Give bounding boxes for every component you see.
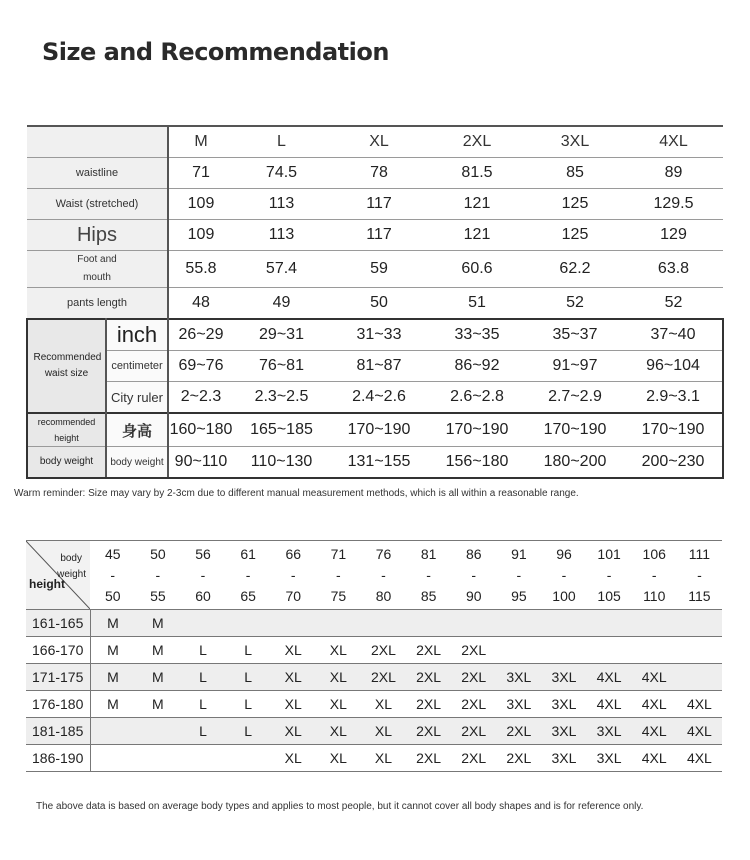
range-value: 2.4~2.6 xyxy=(330,382,428,414)
height-row xyxy=(26,664,722,691)
size-value: 121 xyxy=(428,220,526,251)
size-cell: 4XL xyxy=(587,664,632,691)
size-cell xyxy=(226,745,271,772)
weight-range xyxy=(496,544,541,607)
size-cell xyxy=(90,718,135,745)
weight-range xyxy=(406,544,451,607)
range-value: 37~40 xyxy=(624,319,723,351)
size-value: 50 xyxy=(330,288,428,320)
size-cell: 2XL xyxy=(451,718,496,745)
size-cell: XL xyxy=(316,664,361,691)
warm-reminder-note: Warm reminder: Size may vary by 2-3cm due to different manual measurement methods, which is all within a reasonable range. xyxy=(14,488,579,499)
size-cell: 2XL xyxy=(496,745,541,772)
weight-range-from: 56 xyxy=(195,545,211,562)
height-range-label: 166-170 xyxy=(26,637,90,664)
size-cell: M xyxy=(135,610,180,637)
size-value: 117 xyxy=(330,220,428,251)
size-cell: M xyxy=(135,664,180,691)
header-corner-cell xyxy=(27,126,168,158)
weight-range-to: 85 xyxy=(420,587,437,604)
weight-range-header xyxy=(316,541,361,610)
size-cell xyxy=(180,745,225,772)
size-row-hips xyxy=(27,220,723,251)
recommended-waist-text: Recommended waist size xyxy=(33,352,102,379)
size-cell: M xyxy=(90,637,135,664)
size-header: M xyxy=(168,126,233,158)
size-cell: 2XL xyxy=(451,745,496,772)
size-cell: 2XL xyxy=(451,637,496,664)
disclaimer-note: The above data is based on average body types and applies to most people, but it cannot cover all body shapes and is for reference only. xyxy=(36,801,644,812)
size-cell: XL xyxy=(361,745,406,772)
range-value: 170~190 xyxy=(526,413,624,447)
size-cell: 2XL xyxy=(451,691,496,718)
size-cell xyxy=(316,610,361,637)
rec-row-body-weight xyxy=(27,447,723,479)
range-value: 170~190 xyxy=(330,413,428,447)
corner-weight-label: weight xyxy=(57,569,86,580)
weight-range-to: 75 xyxy=(330,587,347,604)
range-value: 69~76 xyxy=(168,351,233,382)
weight-range-header xyxy=(632,541,677,610)
height-row xyxy=(26,718,722,745)
size-value: 55.8 xyxy=(168,251,233,288)
size-cell: 4XL xyxy=(632,745,677,772)
unit-label: City ruler xyxy=(106,382,168,414)
size-value: 63.8 xyxy=(624,251,723,288)
size-value: 49 xyxy=(233,288,330,320)
weight-range-sep: - xyxy=(290,566,296,583)
weight-range-to: 60 xyxy=(195,587,211,604)
range-value: 2.3~2.5 xyxy=(233,382,330,414)
row-label xyxy=(27,251,168,288)
range-value: 76~81 xyxy=(233,351,330,382)
weight-range-to: 110 xyxy=(643,587,666,604)
weight-header-row xyxy=(26,541,722,610)
weight-range-to: 105 xyxy=(597,587,621,604)
size-value: 57.4 xyxy=(233,251,330,288)
size-cell: M xyxy=(90,610,135,637)
recommended-waist-label xyxy=(27,319,106,413)
weight-range xyxy=(451,544,496,607)
size-cell: L xyxy=(226,664,271,691)
range-value: 81~87 xyxy=(330,351,428,382)
size-cell xyxy=(135,745,180,772)
size-value: 125 xyxy=(526,220,624,251)
size-cell: 2XL xyxy=(406,637,451,664)
weight-range-sep: - xyxy=(516,566,522,583)
size-cell: XL xyxy=(271,691,316,718)
weight-range-sep: - xyxy=(110,566,116,583)
weight-range-from: 76 xyxy=(375,545,392,562)
weight-range-header xyxy=(90,541,135,610)
size-cell: M xyxy=(135,691,180,718)
corner-cell xyxy=(26,541,90,610)
weight-range-from: 96 xyxy=(556,545,572,562)
size-cell xyxy=(226,610,271,637)
rec-row-height xyxy=(27,413,723,447)
weight-range-sep: - xyxy=(381,566,386,583)
weight-range xyxy=(316,544,361,607)
height-row xyxy=(26,637,722,664)
weight-range-header xyxy=(361,541,406,610)
size-header: XL xyxy=(330,126,428,158)
weight-range-header xyxy=(451,541,496,610)
weight-range-from: 45 xyxy=(104,545,121,562)
size-value: 113 xyxy=(233,189,330,220)
size-cell: XL xyxy=(271,664,316,691)
size-cell: 4XL xyxy=(587,691,632,718)
range-value: 170~190 xyxy=(624,413,723,447)
weight-range-header xyxy=(271,541,316,610)
size-value: 52 xyxy=(624,288,723,320)
size-cell: 4XL xyxy=(677,745,722,772)
size-cell: 2XL xyxy=(406,664,451,691)
weight-range-sep: - xyxy=(245,566,251,583)
height-range-label: 181-185 xyxy=(26,718,90,745)
weight-range-to: 115 xyxy=(688,587,711,604)
weight-range-to: 50 xyxy=(104,587,121,604)
weight-range-from: 101 xyxy=(597,545,621,562)
height-weight-table xyxy=(26,540,722,772)
weight-range-sep: - xyxy=(561,566,567,583)
row-label: Waist (stretched) xyxy=(27,189,168,220)
size-cell: XL xyxy=(271,718,316,745)
size-header-row xyxy=(27,126,723,158)
size-value: 125 xyxy=(526,189,624,220)
rec-row-centimeter xyxy=(27,351,723,382)
weight-range-sep: - xyxy=(697,566,702,583)
size-cell xyxy=(271,610,316,637)
weight-range-header xyxy=(496,541,541,610)
range-value: 91~97 xyxy=(526,351,624,382)
size-cell: 3XL xyxy=(587,745,632,772)
weight-range-sep: - xyxy=(606,566,612,583)
size-cell: 3XL xyxy=(496,691,541,718)
recommended-height-label: recommended height xyxy=(27,413,106,447)
weight-range-from: 86 xyxy=(465,545,482,562)
size-cell: 2XL xyxy=(361,637,406,664)
size-value: 129.5 xyxy=(624,189,723,220)
row-label: Hips xyxy=(27,220,168,251)
size-value: 60.6 xyxy=(428,251,526,288)
weight-range-from: 50 xyxy=(150,545,166,562)
weight-range-sep: - xyxy=(336,566,341,583)
weight-range-to: 90 xyxy=(465,587,482,604)
size-table xyxy=(26,125,724,479)
weight-range-header xyxy=(226,541,271,610)
weight-range-from: 106 xyxy=(642,545,666,562)
range-value: 29~31 xyxy=(233,319,330,351)
height-range-label: 186-190 xyxy=(26,745,90,772)
body-weight-label: body weight xyxy=(27,447,106,479)
size-cell: XL xyxy=(316,691,361,718)
size-row-foot-mouth xyxy=(27,251,723,288)
weight-range-from: 66 xyxy=(285,545,302,562)
weight-range-header xyxy=(541,541,586,610)
range-value: 156~180 xyxy=(428,447,526,479)
weight-range-from: 61 xyxy=(240,545,256,562)
size-cell: 2XL xyxy=(406,691,451,718)
weight-range-to: 80 xyxy=(375,587,392,604)
size-cell: XL xyxy=(316,637,361,664)
size-cell: XL xyxy=(361,718,406,745)
weight-range xyxy=(90,544,135,607)
height-row xyxy=(26,691,722,718)
weight-range xyxy=(541,544,586,607)
size-cell: 3XL xyxy=(541,745,586,772)
size-header: 4XL xyxy=(624,126,723,158)
size-cell xyxy=(496,610,541,637)
weight-range-to: 100 xyxy=(552,587,576,604)
size-cell xyxy=(135,718,180,745)
size-cell: 4XL xyxy=(677,691,722,718)
weight-range-sep: - xyxy=(651,566,657,583)
size-cell xyxy=(587,637,632,664)
size-value: 109 xyxy=(168,220,233,251)
size-cell: L xyxy=(180,691,225,718)
size-cell: 4XL xyxy=(632,691,677,718)
row-label: pants length xyxy=(27,288,168,320)
size-cell: 3XL xyxy=(587,718,632,745)
size-cell: L xyxy=(180,664,225,691)
weight-range-from: 111 xyxy=(688,545,711,562)
size-value: 78 xyxy=(330,158,428,189)
range-value: 31~33 xyxy=(330,319,428,351)
height-range-label: 171-175 xyxy=(26,664,90,691)
size-row-pants-length xyxy=(27,288,723,320)
size-cell xyxy=(496,637,541,664)
weight-range-header xyxy=(135,541,180,610)
weight-range xyxy=(135,544,180,607)
size-cell: 4XL xyxy=(632,664,677,691)
size-cell xyxy=(406,610,451,637)
range-value: 180~200 xyxy=(526,447,624,479)
weight-range-to: 65 xyxy=(240,587,256,604)
rec-row-inch xyxy=(27,319,723,351)
weight-range-sep: - xyxy=(471,566,477,583)
size-cell xyxy=(587,610,632,637)
range-value: 2~2.3 xyxy=(168,382,233,414)
weight-range xyxy=(587,544,632,607)
weight-range-header xyxy=(180,541,225,610)
weight-range xyxy=(226,544,271,607)
size-cell: XL xyxy=(271,745,316,772)
size-header: 3XL xyxy=(526,126,624,158)
size-row-waistline xyxy=(27,158,723,189)
size-cell xyxy=(677,637,722,664)
range-value: 110~130 xyxy=(233,447,330,479)
unit-label: centimeter xyxy=(106,351,168,382)
size-value: 109 xyxy=(168,189,233,220)
size-value: 121 xyxy=(428,189,526,220)
range-value: 2.6~2.8 xyxy=(428,382,526,414)
size-cell: 3XL xyxy=(541,691,586,718)
size-cell xyxy=(90,745,135,772)
unit-label: inch xyxy=(106,319,168,351)
range-value: 131~155 xyxy=(330,447,428,479)
size-row-waist-stretched xyxy=(27,189,723,220)
size-cell: 3XL xyxy=(541,718,586,745)
weight-range xyxy=(180,544,225,607)
weight-range-header xyxy=(587,541,632,610)
size-cell: M xyxy=(135,637,180,664)
row-label: waistline xyxy=(27,158,168,189)
weight-range-sep: - xyxy=(200,566,206,583)
weight-range xyxy=(271,544,316,607)
size-cell: 2XL xyxy=(496,718,541,745)
size-value: 113 xyxy=(233,220,330,251)
weight-range-to: 55 xyxy=(150,587,166,604)
size-cell xyxy=(541,610,586,637)
unit-label: 身高 xyxy=(106,413,168,447)
range-value: 96~104 xyxy=(624,351,723,382)
size-cell: 4XL xyxy=(632,718,677,745)
size-cell xyxy=(677,664,722,691)
page-title: Size and Recommendation xyxy=(42,38,389,66)
size-value: 74.5 xyxy=(233,158,330,189)
rec-row-city-ruler xyxy=(27,382,723,414)
weight-range-to: 70 xyxy=(285,587,302,604)
size-value: 129 xyxy=(624,220,723,251)
size-cell: 2XL xyxy=(361,664,406,691)
weight-range-from: 71 xyxy=(330,545,347,562)
weight-range-sep: - xyxy=(426,566,431,583)
size-value: 117 xyxy=(330,189,428,220)
size-value: 81.5 xyxy=(428,158,526,189)
size-cell: L xyxy=(180,718,225,745)
size-cell xyxy=(180,610,225,637)
size-header: L xyxy=(233,126,330,158)
size-value: 85 xyxy=(526,158,624,189)
corner-height-label: height xyxy=(29,577,65,591)
size-cell: 2XL xyxy=(451,664,496,691)
height-range-label: 176-180 xyxy=(26,691,90,718)
size-cell xyxy=(361,610,406,637)
weight-range-header xyxy=(677,541,722,610)
range-value: 35~37 xyxy=(526,319,624,351)
corner-body-label: body xyxy=(60,553,82,564)
range-value: 200~230 xyxy=(624,447,723,479)
diagonal-header xyxy=(26,541,90,609)
size-value: 62.2 xyxy=(526,251,624,288)
size-header: 2XL xyxy=(428,126,526,158)
size-cell: L xyxy=(226,637,271,664)
size-cell: L xyxy=(226,691,271,718)
size-value: 48 xyxy=(168,288,233,320)
height-row xyxy=(26,745,722,772)
size-cell xyxy=(451,610,496,637)
size-value: 52 xyxy=(526,288,624,320)
size-cell: L xyxy=(180,637,225,664)
size-cell: 3XL xyxy=(541,664,586,691)
size-cell: 2XL xyxy=(406,718,451,745)
size-cell: XL xyxy=(316,718,361,745)
size-value: 51 xyxy=(428,288,526,320)
size-cell: L xyxy=(226,718,271,745)
size-value: 59 xyxy=(330,251,428,288)
weight-range-from: 91 xyxy=(511,545,527,562)
weight-range xyxy=(361,544,406,607)
size-cell xyxy=(632,610,677,637)
weight-range-from: 81 xyxy=(420,545,437,562)
height-row xyxy=(26,610,722,637)
size-cell: 2XL xyxy=(406,745,451,772)
range-value: 86~92 xyxy=(428,351,526,382)
size-cell: 4XL xyxy=(677,718,722,745)
range-value: 160~180 xyxy=(168,413,233,447)
weight-range xyxy=(632,544,677,607)
size-cell: 3XL xyxy=(496,664,541,691)
size-cell: M xyxy=(90,664,135,691)
height-range-label: 161-165 xyxy=(26,610,90,637)
range-value: 33~35 xyxy=(428,319,526,351)
size-value: 71 xyxy=(168,158,233,189)
size-cell: XL xyxy=(316,745,361,772)
weight-range xyxy=(677,544,722,607)
unit-label: body weight xyxy=(106,447,168,479)
range-value: 165~185 xyxy=(233,413,330,447)
range-value: 2.9~3.1 xyxy=(624,382,723,414)
size-cell xyxy=(632,637,677,664)
range-value: 2.7~2.9 xyxy=(526,382,624,414)
size-cell: M xyxy=(90,691,135,718)
size-cell xyxy=(677,610,722,637)
row-label-text: Foot and mouth xyxy=(77,254,117,283)
range-value: 26~29 xyxy=(168,319,233,351)
size-cell xyxy=(541,637,586,664)
size-value: 89 xyxy=(624,158,723,189)
weight-range-header xyxy=(406,541,451,610)
range-value: 90~110 xyxy=(168,447,233,479)
weight-range-to: 95 xyxy=(511,587,527,604)
weight-range-sep: - xyxy=(155,566,161,583)
size-cell: XL xyxy=(271,637,316,664)
size-cell: XL xyxy=(361,691,406,718)
range-value: 170~190 xyxy=(428,413,526,447)
